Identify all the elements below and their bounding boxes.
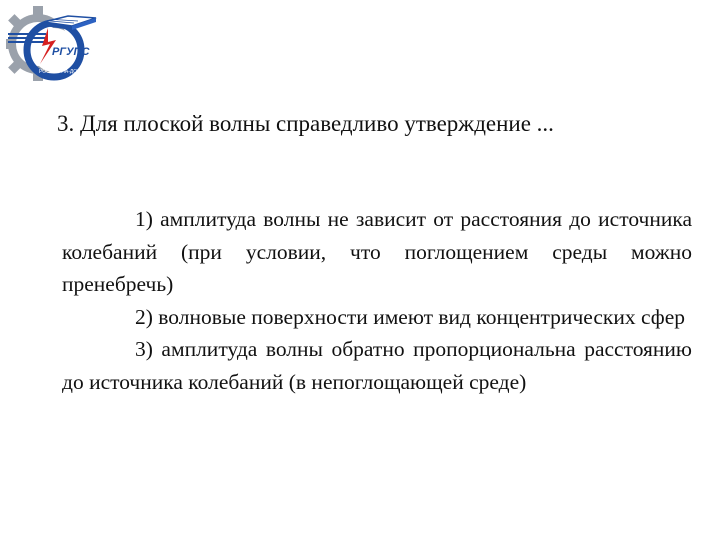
answer-option-1: 1) амплитуда волны не зависит от расстояния до источника колебаний (при условии, что поглощением среды можно пренебречь) — [62, 207, 692, 296]
question-title: 3. Для плоской волны справедливо утверждение ... — [57, 111, 554, 136]
answer-option-3: 3) амплитуда волны обратно пропорциональна расстоянию до источника колебаний (в непоглощающей среде) — [62, 337, 692, 394]
answer-options — [62, 203, 692, 398]
logo-text: РГУПС — [52, 46, 90, 58]
university-logo — [6, 4, 106, 82]
answer-option-2: 2) волновые поверхности имеют вид концентрических сфер — [135, 304, 685, 329]
logo-ring-text: РОСТОВ-НА-ДОНУ — [39, 69, 84, 75]
